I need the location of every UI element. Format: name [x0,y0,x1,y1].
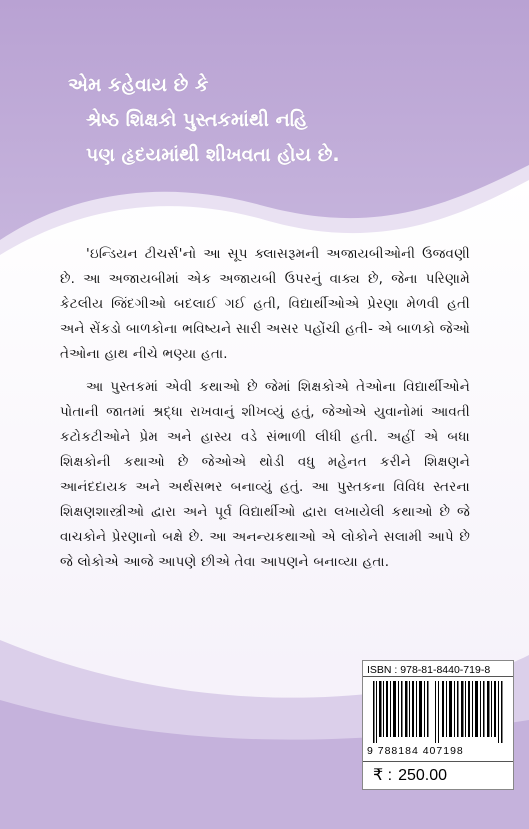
quote-line-1: એમ કહેવાય છે કે [68,74,209,96]
blurb-text [60,242,470,583]
barcode-image [371,681,507,743]
blurb-paragraph-2: આ પુસ્તકમાં એવી કથાઓ છે જેમાં શિક્ષકોએ તેઓના વિદ્યાર્થીઓને પોતાની જાતમાં શ્રદ્ધા રાખવાનું શીખવ્યું હતું, જેઓએ યુવાનોમાં આવતી કટોકટીઓને પ્રેમ અને હાસ્ય વડે સંભાળી લીધી હતી. અહીં એ બધા શિક્ષકોની કથાઓ છે જેઓએ થોડી વધુ મહેનત કરીને શિક્ષણને આનંદદાયક અને અર્થસભર બનાવ્યું હતું. આ પુસ્તકના વિવિધ સ્તરના શિક્ષણશાસ્ત્રીઓ દ્વારા અને પૂર્વ વિદ્યાર્થીઓ દ્વારા લખાયેલી કથાઓ છે જે વાચકોને પ્રેરણાનો બક્ષે છે. આ અનન્યકથાઓ એ લોકોને સલામી આપે છે જે લોકોએ આજે આપણે છીએ તેવા આપણને બનાવ્યા હતા. [60,380,470,570]
price-value: 250.00 [398,767,448,784]
price [363,761,513,789]
barcode-number: 9 788184 407198 [367,745,464,757]
blurb-paragraph-1: 'ઇન્ડિયન ટીચર્સ'નો આ સૂપ ક્લાસરૂમની અજાયબીઓની ઉજવણી છે. આ અજાયબીમાં એક અજાયબી ઉપરનું વાક્ય છે, જેના પરિણામે કેટલીય જિંદગીઓ બદલાઈ ગઈ હતી, વિદ્યાર્થીઓએ પ્રેરણા મેળવી હતી અને સેંકડો બાળકોના ભવિષ્યને સારી અસર પહોંચી હતી- એ બાળકો જેઓ તેઓના હાથ નીચે ભણ્યા હતા. [60,247,470,362]
quote-line-3: પણ હૃદયમાંથી શીખવતા હોય છે. [86,144,340,166]
barcode-price-box [362,660,514,790]
rupee-symbol: ₹ : [373,767,393,784]
isbn-label: ISBN : 978-81-8440-719-8 [363,663,513,677]
cover-quote [62,68,502,173]
quote-line-2: શ્રેષ્ઠ શિક્ષકો પુસ્તકમાંથી નહિ [86,109,308,131]
